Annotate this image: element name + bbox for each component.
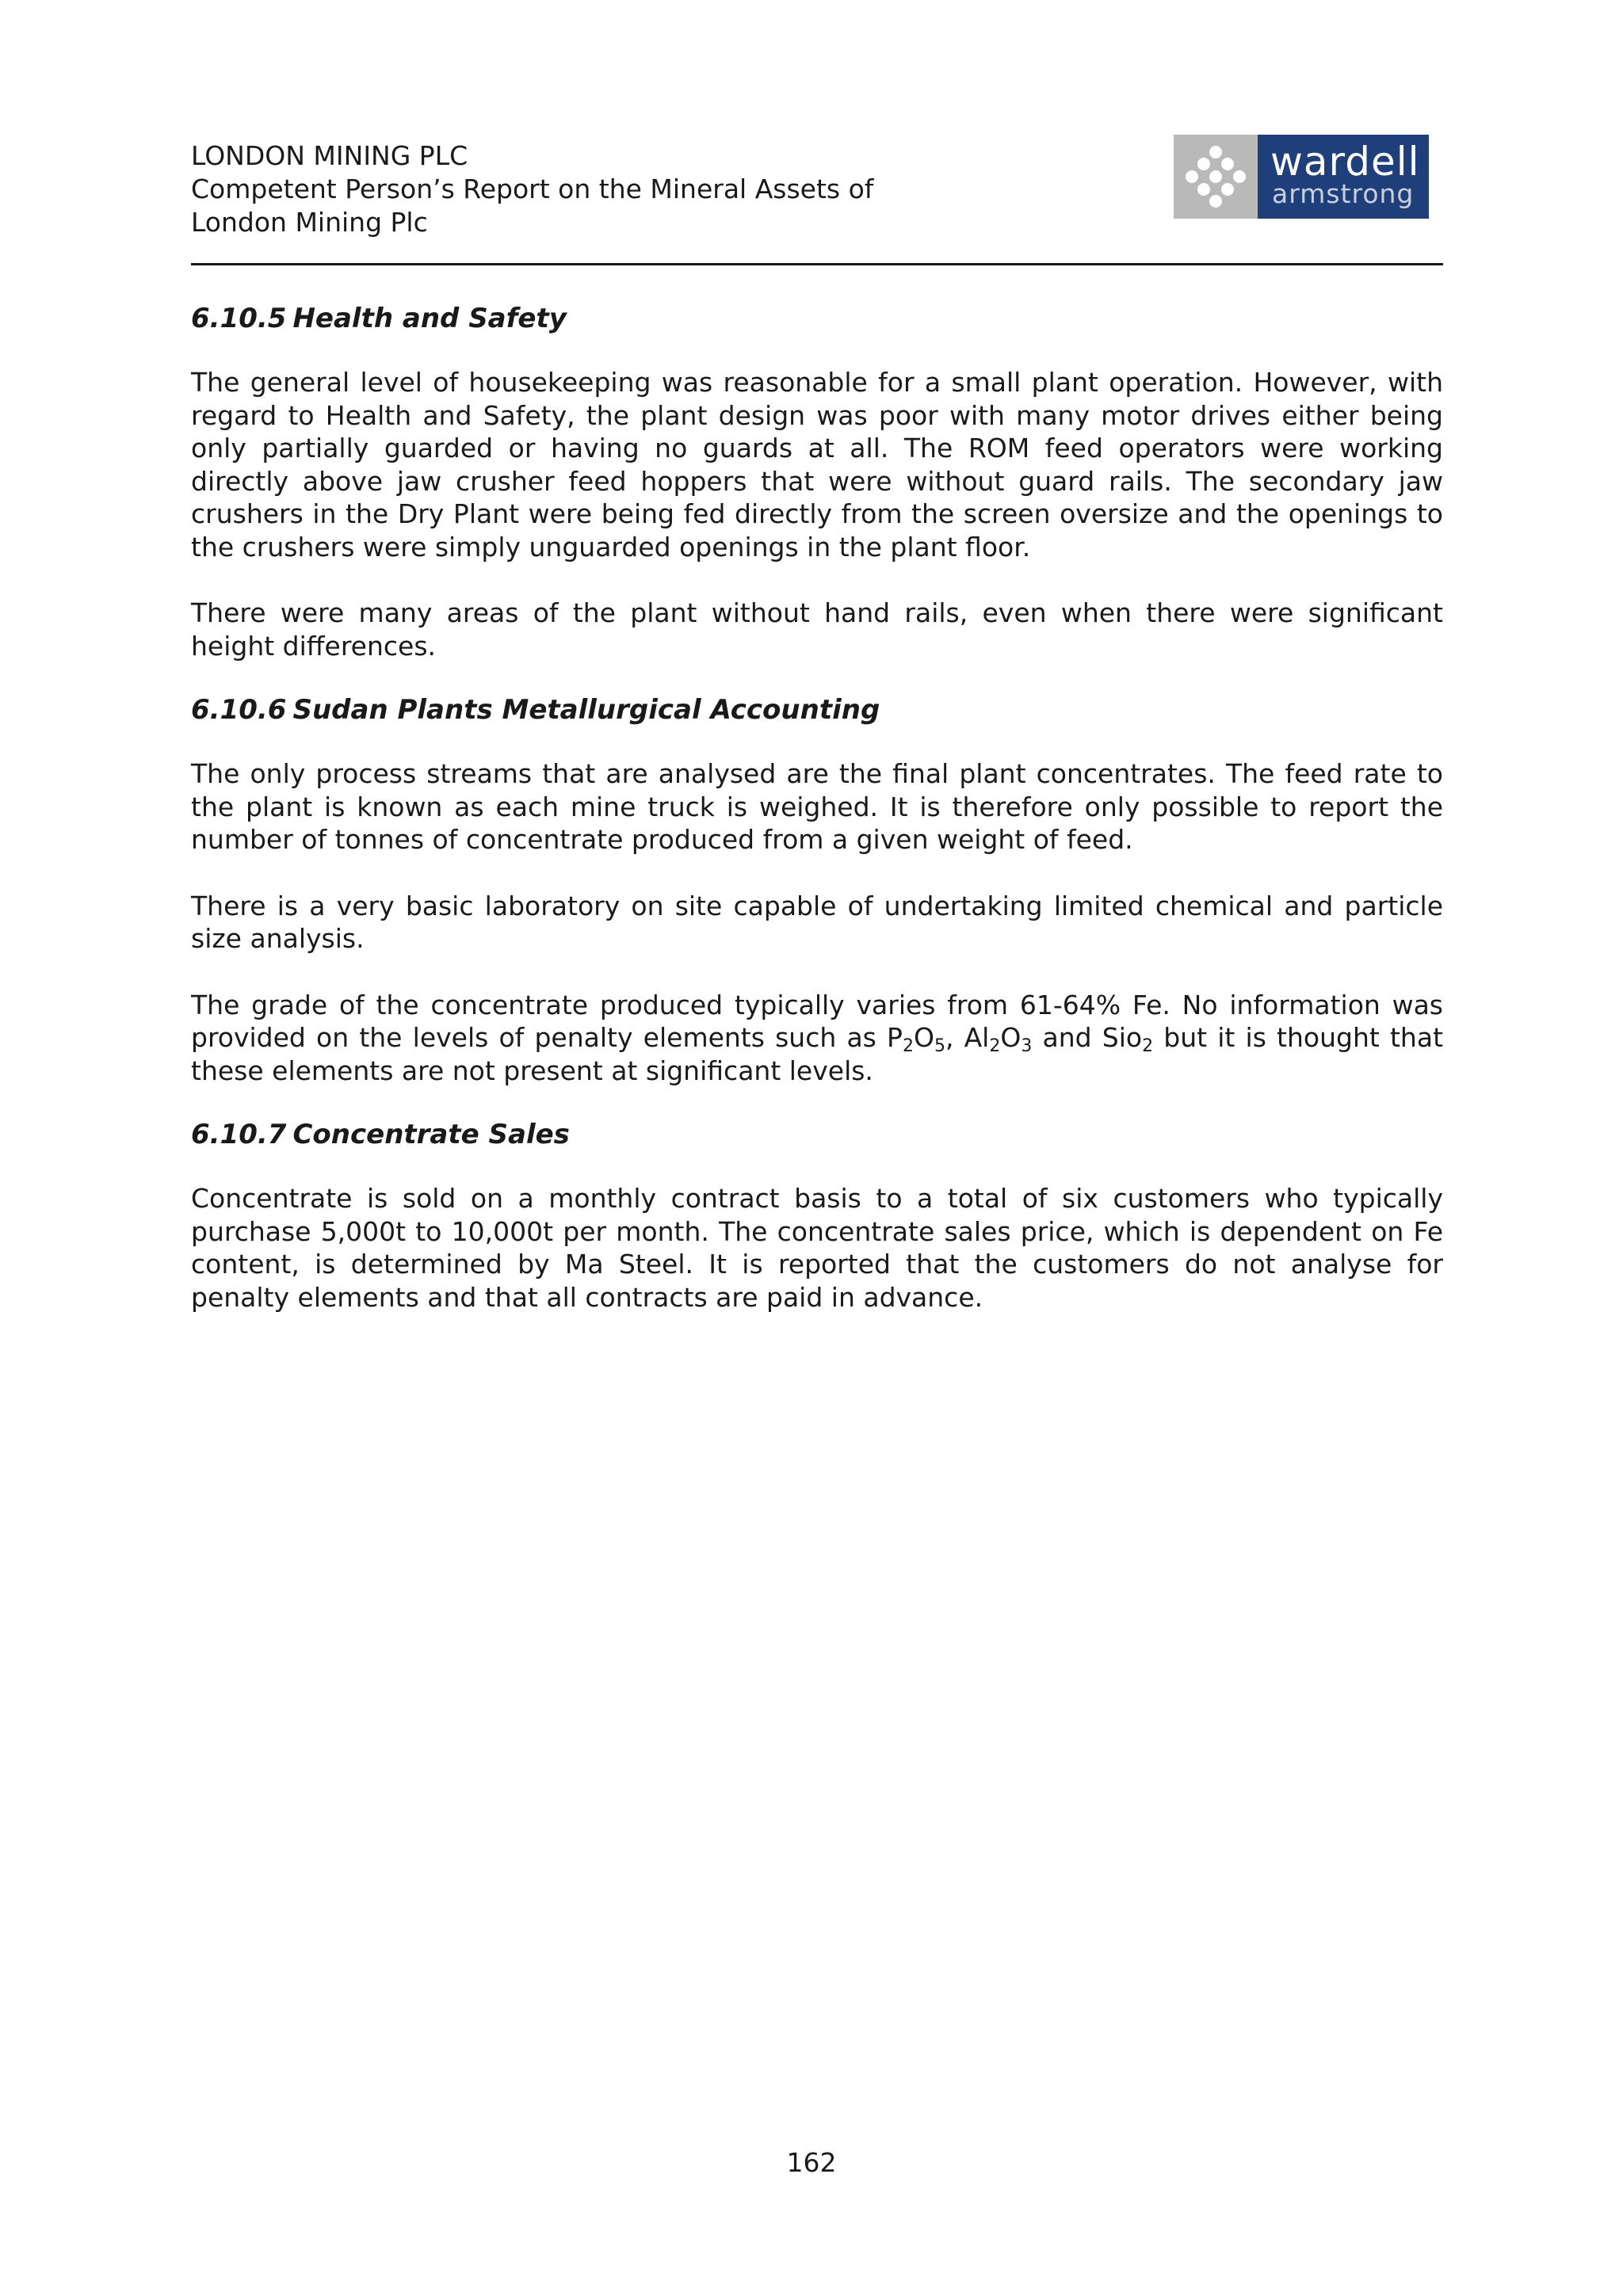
paragraph: The general level of housekeeping was reasonable for a small plant operation. However, with regard to Health and Safety, the plant design was poor with many motor drives either being only partially guarded or having no guards at all. The ROM feed operators were working directly above jaw crusher feed hoppers that were without guard rails. The secondary jaw crushers in the Dry Plant were being fed directly from the screen oversize and the openings to the crushers were simply unguarded openings in the plant floor. <box>191 367 1443 563</box>
diamond-dots-icon <box>1174 135 1258 219</box>
logo-emblem <box>1174 135 1258 219</box>
logo-word-armstrong: armstrong <box>1272 178 1415 209</box>
paragraph-concentrate-grade: The grade of the concentrate produced typically varies from 61-64% Fe. No information was provided on the levels of penalty elements such as $P_2O_5$, $Al_2O_3$ and Sio$_2$ but it is thought that these elements are not present at significant levels. <box>191 989 1444 1086</box>
header-report-title: Competent Person’s Report on the Mineral Assets of <box>191 174 874 204</box>
section-number: 6.10.7 <box>191 1119 287 1150</box>
section-number: 6.10.6 <box>191 694 287 726</box>
page-content <box>191 301 1443 1314</box>
header-company: LONDON MINING PLC <box>191 140 468 171</box>
paragraph: The only process streams that are analysed are the final plant concentrates. The feed rate to the plant is known as each mine truck is weighed. It is therefore only possible to report the number of tonnes of concentrate produced from a given weight of feed. <box>191 758 1443 855</box>
section-heading-concentrate-sales <box>191 1117 1443 1152</box>
section-heading-health-safety <box>191 301 1443 336</box>
section-title: Health and Safety <box>292 303 567 334</box>
header-text <box>191 139 873 239</box>
paragraph: Concentrate is sold on a monthly contract basis to a total of six customers who typically purchase 5,000t to 10,000t per month. The concentrate sales price, which is dependent on Fe content, is determined by Ma Steel. It is reported that the customers do not analyse for penalty elements and that all contracts are paid in advance. <box>191 1183 1443 1313</box>
paragraph: There were many areas of the plant without hand rails, even when there were significant height differences. <box>191 597 1443 662</box>
section-title: Sudan Plants Metallurgical Accounting <box>292 694 880 726</box>
section-heading-metallurgical-accounting <box>191 692 1443 727</box>
page-number: 162 <box>786 2147 837 2178</box>
header-divider <box>191 263 1443 265</box>
wardell-armstrong-logo <box>1174 135 1429 219</box>
paragraph: There is a very basic laboratory on site capable of undertaking limited chemical and particle size analysis. <box>191 890 1443 954</box>
section-title: Concentrate Sales <box>292 1119 570 1150</box>
logo-wordmark <box>1258 135 1429 219</box>
page-header <box>191 135 1443 261</box>
header-report-subject: London Mining Plc <box>191 207 428 238</box>
section-number: 6.10.5 <box>191 303 287 334</box>
logo-word-wardell: wardell <box>1270 139 1420 185</box>
